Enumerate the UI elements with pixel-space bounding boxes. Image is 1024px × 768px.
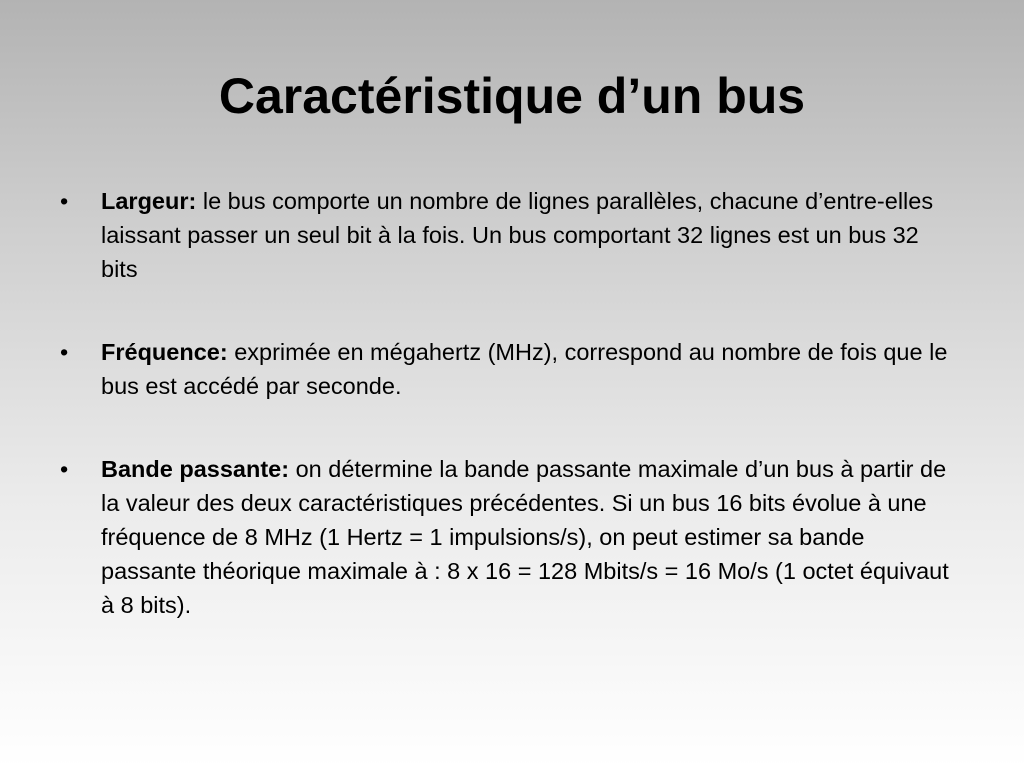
bullet-item-bande-passante — [60, 452, 960, 622]
bullet-text: exprimée en mégahertz (MHz), correspond au nombre de fois que le bus est accédé par seconde. — [101, 339, 948, 399]
bullet-item-largeur — [60, 184, 960, 286]
bullet-marker: • — [60, 456, 69, 482]
bullet-item-frequence — [60, 335, 960, 403]
bullet-term: Bande passante: — [101, 456, 296, 482]
bullet-list — [60, 184, 960, 622]
slide-title: Caractéristique d’un bus — [218, 68, 806, 124]
bullet-term: Fréquence: — [101, 339, 235, 365]
bullet-marker: • — [60, 188, 69, 214]
bullet-term: Largeur: — [101, 188, 203, 214]
bullet-marker: • — [60, 339, 69, 365]
bullet-text: on détermine la bande passante maximale d’un bus à partir de la valeur des deux caractéristiques précédentes. Si un bus 16 bits évolue à une fréquence de 8 MHz (1 Hertz = 1 impulsions/s), on peut estimer sa bande passante théorique maximale à : 8 x 16 = 128 Mbits/s = 16 Mo/s (1 octet équivaut à 8 bits). — [101, 456, 949, 618]
bullet-text: le bus comporte un nombre de lignes parallèles, chacune d’entre-elles laissant passer un seul bit à la fois. Un bus comportant 32 lignes est un bus 32 bits — [101, 188, 934, 282]
